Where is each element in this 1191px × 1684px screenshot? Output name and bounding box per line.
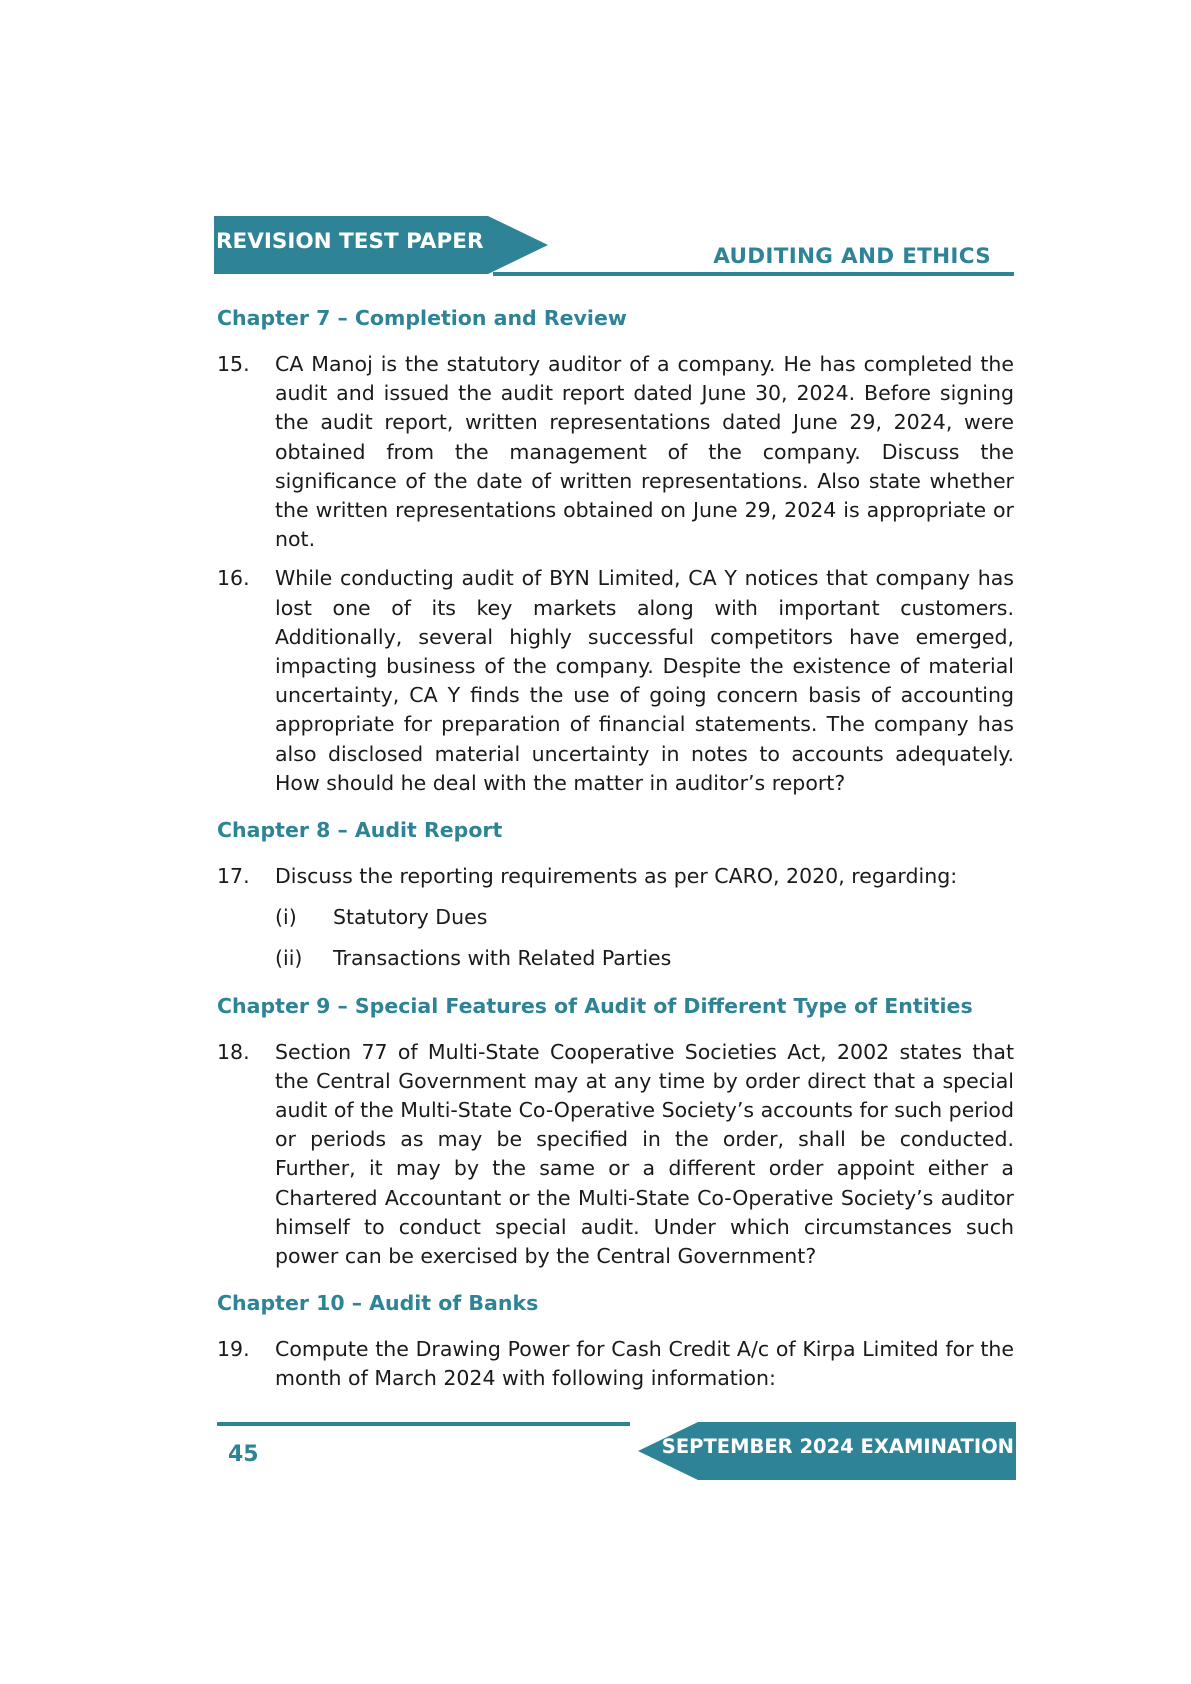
question-number: 18. [217, 1039, 250, 1064]
header-subject-title: AUDITING AND ETHICS [713, 244, 991, 269]
chapter-heading: Chapter 10 – Audit of Banks [217, 1291, 539, 1316]
footer-banner [638, 1422, 1016, 1480]
question-number: 19. [217, 1337, 250, 1362]
question-item [217, 564, 1014, 798]
question-item [217, 1038, 1014, 1272]
sub-item [217, 903, 1014, 932]
sub-item-number: (ii) [275, 946, 303, 971]
chapter-heading: Chapter 7 – Completion and Review [217, 306, 627, 330]
header-divider [493, 272, 1014, 276]
question-number: 17. [217, 864, 250, 889]
question-text: While conducting audit of BYN Limited, CA Y notices that company has lost one of its key markets along with important customers. Additionally, several highly successful competitors have emerged, impacting business of the company. Despite the existence of material uncertainty, CA Y finds the use of going concern basis of accounting appropriate for preparation of financial statements. The company has also disclosed material uncertainty in notes to accounts adequately. How should he deal with the matter in auditor’s report? [275, 566, 1014, 795]
question-text: Section 77 of Multi-State Cooperative Societies Act, 2002 states that the Central Government may at any time by order direct that a special audit of the Multi-State Co-Operative Society’s accounts for such period or periods as may be specified in the order, shall be conducted. Further, it may by the same or a different order appoint either a Chartered Accountant or the Multi-State Co-Operative Society’s auditor himself to conduct special audit. Under which circumstances such power can be exercised by the Central Government? [275, 1039, 1014, 1269]
chapter-heading: Chapter 9 – Special Features of Audit of Different Type of Entities [217, 993, 973, 1018]
footer-banner-title: SEPTEMBER 2024 EXAMINATION [661, 1435, 1014, 1458]
question-text: Discuss the reporting requirements as per CARO, 2020, regarding: [275, 864, 958, 889]
header-banner [214, 216, 548, 274]
sub-item [217, 944, 1014, 973]
question-item [217, 350, 1014, 554]
header-banner-title: REVISION TEST PAPER [216, 229, 484, 254]
question-item [217, 862, 1014, 891]
chapter-heading: Chapter 8 – Audit Report [217, 818, 503, 843]
sub-item-text: Transactions with Related Parties [333, 946, 672, 971]
question-text: Compute the Drawing Power for Cash Credit A/c of Kirpa Limited for the month of March 2024 with following information: [275, 1337, 1014, 1391]
sub-item-number: (i) [275, 905, 297, 930]
footer-divider [217, 1422, 630, 1426]
sub-item-text: Statutory Dues [333, 905, 488, 930]
question-number: 15. [217, 352, 250, 376]
question-item [217, 1335, 1014, 1393]
page-number: 45 [228, 1442, 259, 1467]
page-content [217, 300, 1014, 1404]
question-number: 16. [217, 566, 250, 591]
question-text: CA Manoj is the statutory auditor of a company. He has completed the audit and issued the audit report dated June 30, 2024. Before signing the audit report, written representations dated June 29, 2024, were obtained from the management of the company. Discuss the significance of the date of written representations. Also state whether the written representations obtained on June 29, 2024 is appropriate or not. [275, 352, 1014, 552]
